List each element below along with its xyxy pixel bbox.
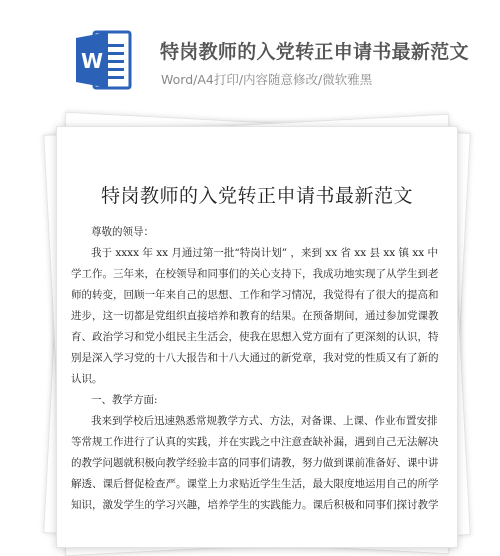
document-line: 知识，激发学生的学习兴趣，培养学生的实践能力。课后积极和同事们探讨教学: [71, 499, 439, 511]
document-line: 认识。: [71, 373, 103, 385]
document-text: [71, 222, 443, 516]
page-header: [0, 0, 500, 120]
document-line: 别是深入学习党的十八大报告和十八大通过的新党章，我对党的性质又有了新的: [71, 352, 439, 364]
document-line: 我来到学校后迅速熟悉常规教学方式、方法，对备课、上课、作业布置安排: [91, 415, 438, 427]
document-line: 学工作。三年来，在校领导和同事们的关心支持下，我成功地实现了从学生到老: [71, 268, 439, 280]
document-line: 师的转变，回顾一年来自己的思想、工作和学习情况，我觉得有了很大的提高和: [71, 289, 439, 301]
word-doc-icon: [74, 28, 132, 92]
document-body: [71, 127, 443, 516]
document-line: 一、教学方面:: [91, 394, 158, 406]
document-line: 我于 xxxx 年 xx 月通过第一批“特岗计划” ，来到 xx 省 xx 县 xx 镇 xx 中: [91, 247, 439, 259]
paper-sheet-front: [56, 126, 458, 548]
svg-text:W: W: [80, 49, 104, 73]
document-line: 的教学问题就积极向教学经验丰富的同事们请教，努力做到课前准备好、课中讲: [71, 457, 439, 469]
page-subtitle: Word/A4打印/内容随意修改/微软雅黑: [161, 72, 373, 87]
document-line: 解透、课后督促检查严。课堂上力求贴近学生生活，最大限度地运用自己的所学: [71, 478, 439, 490]
page-title: 特岗教师的入党转正申请书最新范文: [160, 41, 469, 63]
document-preview: [36, 118, 476, 538]
document-line: 育、政治学习和党小组民主生活会，使我在思想入党方面有了更深刻的认识，特: [71, 331, 439, 343]
document-title: 特岗教师的入党转正申请书最新范文: [100, 185, 413, 207]
document-line: 等常规工作进行了认真的实践，并在实践之中注意查缺补漏，遇到自己无法解决: [71, 436, 439, 448]
document-line: 进步，这一切都是党组织直接培养和教育的结果。在预备期间，通过参加党课教: [71, 310, 439, 322]
document-line: 尊敬的领导：: [91, 226, 154, 238]
